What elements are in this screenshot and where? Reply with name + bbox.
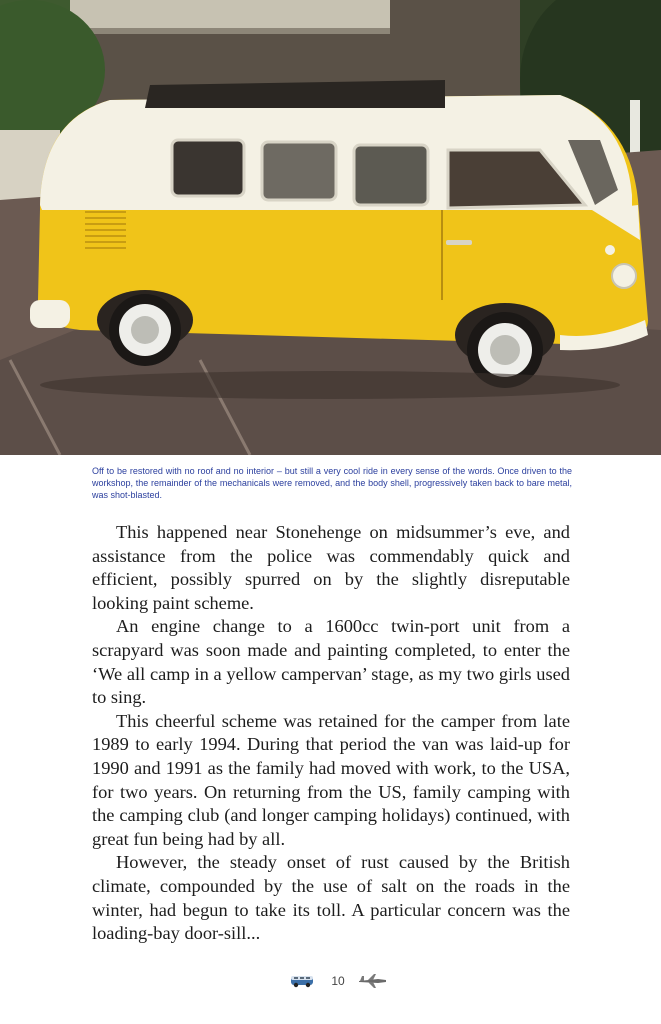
- paragraph-2: An engine change to a 1600cc twin-port unit from a scrapyard was soon made and painting completed, to enter the ‘We all camp in a yellow campervan’ stage, as my two girls used to sing.: [92, 616, 570, 708]
- page-footer: [0, 970, 661, 994]
- van-icon: [290, 974, 314, 993]
- plane-icon: [358, 973, 388, 994]
- body-text: [92, 521, 570, 946]
- paragraph-4: However, the steady onset of rust caused by the British climate, compounded by the use of salt on the roads in the winter, had begun to take its toll. A particular concern was the loading-bay door-sill...: [92, 852, 570, 944]
- paragraph-3: This cheerful scheme was retained for the camper from late 1989 to early 1994. During that period the van was laid-up for 1990 and 1991 as the family had moved with work, to the USA, for two years. On returning from the US, family camping with the camping club (and longer camping holidays) continued, with great fun being had by all.: [92, 710, 570, 849]
- paragraph-1: This happened near Stonehenge on midsummer’s eve, and assistance from the police was commendably quick and efficient, possibly spurred on by the slightly disreputable looking paint scheme.: [92, 522, 570, 613]
- van-photo: [0, 0, 661, 455]
- page-number: 10: [331, 974, 345, 988]
- photo-caption: Off to be restored with no roof and no interior – but still a very cool ride in every sense of the words. Once driven to the workshop, the remainder of the mechanicals were removed, and the body shell, progressively taken back to bare metal, was shot-blasted.: [92, 466, 572, 500]
